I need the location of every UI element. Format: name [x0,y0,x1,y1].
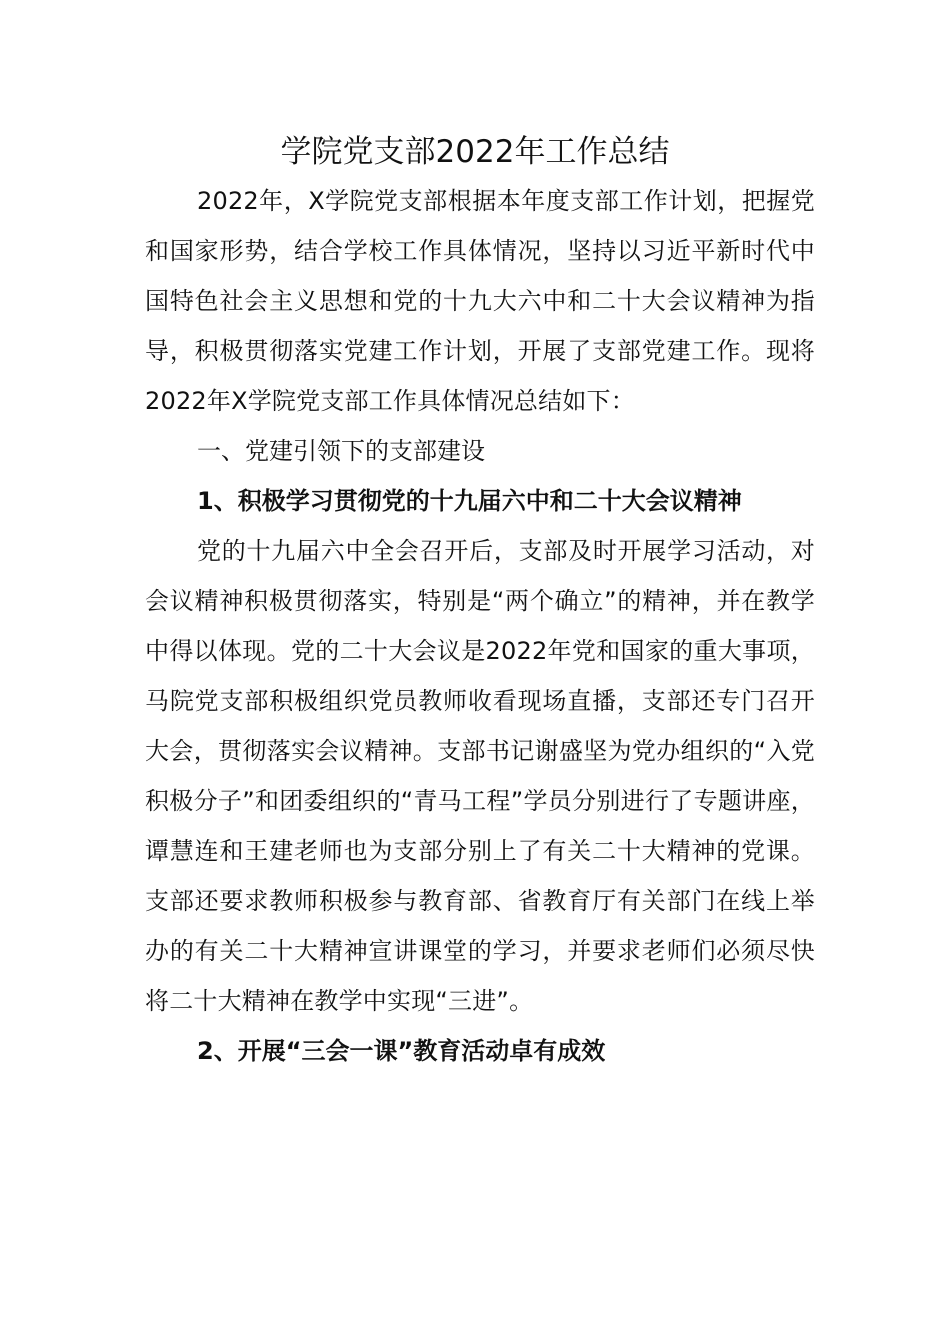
document-body [145,176,815,1076]
intro-paragraph: 2022年，X学院党支部根据本年度支部工作计划，把握党和国家形势，结合学校工作具体情况，坚持以习近平新时代中国特色社会主义思想和党的十九大六中和二十大会议精神为指导，积极贯彻落实党建工作计划，开展了支部党建工作。现将2022年X学院党支部工作具体情况总结如下： [145,187,815,415]
document-title: 学院党支部2022年工作总结 [280,134,670,170]
section-heading: 一、党建引领下的支部建设 [197,437,485,465]
subsection-heading-1: 1、积极学习贯彻党的十九届六中和二十大会议精神 [197,487,742,515]
subsection-heading-2: 2、开展“三会一课”教育活动卓有成效 [197,1037,606,1065]
body-paragraph-1: 党的十九届六中全会召开后，支部及时开展学习活动，对会议精神积极贯彻落实，特别是“两个确立”的精神，并在教学中得以体现。党的二十大会议是2022年党和国家的重大事项，马院党支部积极组织党员教师收看现场直播，支部还专门召开大会，贯彻落实会议精神。支部书记谢盛坚为党办组织的“入党积极分子”和团委组织的“青马工程”学员分别进行了专题讲座，谭慧连和王建老师也为支部分别上了有关二十大精神的党课。支部还要求教师积极参与教育部、省教育厅有关部门在线上举办的有关二十大精神宣讲课堂的学习，并要求老师们必须尽快将二十大精神在教学中实现“三进”。 [145,537,815,1015]
